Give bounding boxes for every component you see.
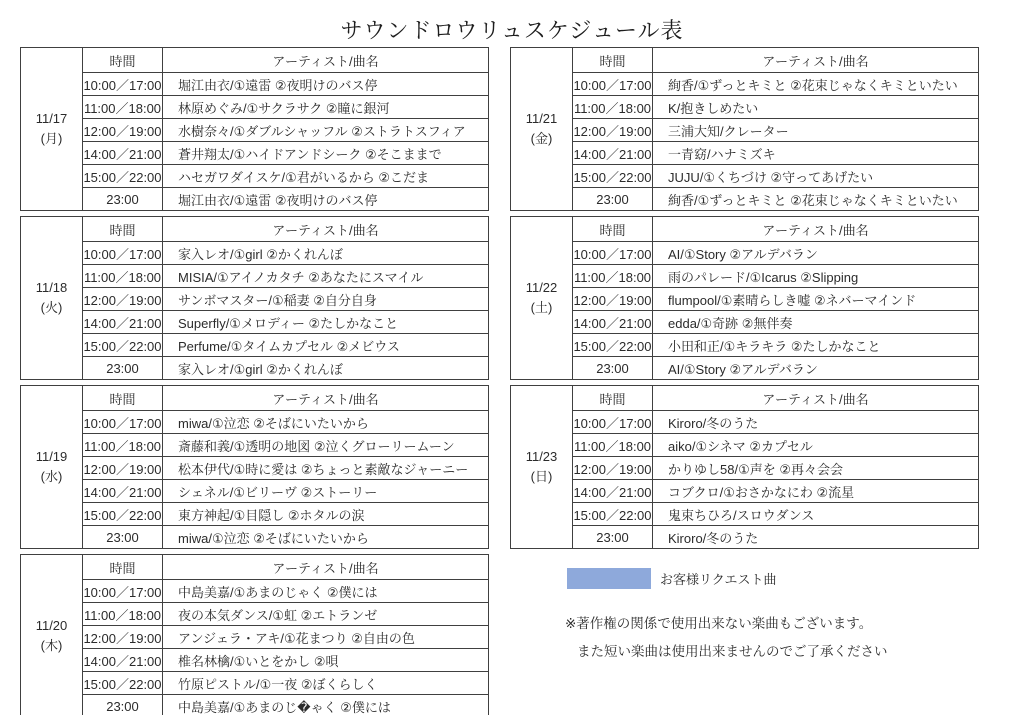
artist-cell: 水樹奈々/①ダブルシャッフル ②ストラトスフィア bbox=[163, 119, 489, 142]
time-column-header: 時間 bbox=[83, 217, 163, 242]
schedule-table bbox=[510, 216, 979, 380]
artist-cell: ハセガワダイスケ/①君がいるから ②こだま bbox=[163, 165, 489, 188]
artist-column-header: アーティスト/曲名 bbox=[163, 555, 489, 580]
artist-cell: アンジェラ・アキ/①花まつり ②自由の色 bbox=[163, 626, 489, 649]
time-cell: 23:00 bbox=[83, 188, 163, 211]
table-header-row bbox=[21, 48, 489, 73]
artist-cell: miwa/①泣恋 ②そばにいたいから bbox=[163, 526, 489, 549]
time-column-header: 時間 bbox=[83, 555, 163, 580]
date-cell bbox=[21, 217, 83, 380]
time-cell: 12:00／19:00 bbox=[573, 119, 653, 142]
time-cell: 10:00／17:00 bbox=[573, 73, 653, 96]
table-row bbox=[21, 580, 489, 603]
time-cell: 12:00／19:00 bbox=[83, 119, 163, 142]
schedule-table bbox=[20, 216, 489, 380]
table-row bbox=[511, 503, 979, 526]
table-row bbox=[511, 119, 979, 142]
table-row bbox=[511, 242, 979, 265]
time-cell: 12:00／19:00 bbox=[83, 457, 163, 480]
date-cell bbox=[21, 48, 83, 211]
legend-label: お客様リクエスト曲 bbox=[660, 572, 777, 587]
artist-cell: Kiroro/冬のうた bbox=[653, 411, 979, 434]
artist-column-header: アーティスト/曲名 bbox=[163, 386, 489, 411]
time-cell: 23:00 bbox=[573, 357, 653, 380]
table-row bbox=[21, 626, 489, 649]
artist-cell: 斎藤和義/①透明の地図 ②泣くグローリームーン bbox=[163, 434, 489, 457]
table-header-row bbox=[21, 555, 489, 580]
time-cell: 11:00／18:00 bbox=[83, 434, 163, 457]
time-cell: 14:00／21:00 bbox=[573, 142, 653, 165]
artist-cell: 絢香/①ずっとキミと ②花束じゃなくキミといたい bbox=[653, 188, 979, 211]
date-cell bbox=[21, 555, 83, 715]
artist-cell: 家入レオ/①girl ②かくれんぼ bbox=[163, 242, 489, 265]
time-cell: 14:00／21:00 bbox=[83, 480, 163, 503]
table-row bbox=[511, 526, 979, 549]
artist-cell: aiko/①シネマ ②カプセル bbox=[653, 434, 979, 457]
artist-cell: 絢香/①ずっとキミと ②花束じゃなくキミといたい bbox=[653, 73, 979, 96]
artist-cell: K/抱きしめたい bbox=[653, 96, 979, 119]
artist-cell: かりゆし58/①声を ②再々会会 bbox=[653, 457, 979, 480]
table-row bbox=[21, 73, 489, 96]
time-cell: 11:00／18:00 bbox=[573, 265, 653, 288]
time-cell: 23:00 bbox=[573, 188, 653, 211]
date-label: 11/19 bbox=[35, 449, 68, 464]
table-row bbox=[21, 480, 489, 503]
time-cell: 23:00 bbox=[83, 526, 163, 549]
table-row bbox=[511, 434, 979, 457]
artist-column-header: アーティスト/曲名 bbox=[653, 217, 979, 242]
table-header-row bbox=[21, 386, 489, 411]
artist-column-header: アーティスト/曲名 bbox=[653, 386, 979, 411]
schedule-table bbox=[20, 385, 489, 549]
artist-cell: flumpool/①素晴らしき嘘 ②ネバーマインド bbox=[653, 288, 979, 311]
time-cell: 11:00／18:00 bbox=[573, 96, 653, 119]
artist-cell: 雨のパレード/①Icarus ②Slipping bbox=[653, 265, 979, 288]
short-song-note: また短い楽曲は使用出来ませんのでご了承ください bbox=[577, 644, 888, 659]
artist-cell: 三浦大知/クレーター bbox=[653, 119, 979, 142]
table-row bbox=[21, 288, 489, 311]
artist-cell: 蒼井翔太/①ハイドアンドシーク ②そこままで bbox=[163, 142, 489, 165]
weekday-label: (土) bbox=[530, 300, 553, 315]
artist-cell: AI/①Story ②アルデバラン bbox=[653, 357, 979, 380]
schedule-column-left bbox=[20, 47, 489, 715]
table-header-row bbox=[511, 217, 979, 242]
time-cell: 10:00／17:00 bbox=[83, 411, 163, 434]
artist-cell: 林原めぐみ/①サクラサク ②瞳に銀河 bbox=[163, 96, 489, 119]
table-row bbox=[511, 311, 979, 334]
table-row bbox=[21, 165, 489, 188]
table-row bbox=[511, 165, 979, 188]
table-row bbox=[21, 265, 489, 288]
date-cell bbox=[511, 217, 573, 380]
schedule-table bbox=[510, 47, 979, 211]
time-cell: 15:00／22:00 bbox=[83, 672, 163, 695]
artist-cell: 家入レオ/①girl ②かくれんぼ bbox=[163, 357, 489, 380]
time-cell: 12:00／19:00 bbox=[83, 626, 163, 649]
table-header-row bbox=[21, 217, 489, 242]
table-row bbox=[511, 334, 979, 357]
table-row bbox=[21, 695, 489, 715]
time-cell: 10:00／17:00 bbox=[83, 73, 163, 96]
artist-cell: Kiroro/冬のうた bbox=[653, 526, 979, 549]
artist-cell: 鬼束ちひろ/スロウダンス bbox=[653, 503, 979, 526]
time-cell: 15:00／22:00 bbox=[83, 165, 163, 188]
table-row bbox=[21, 434, 489, 457]
artist-cell: シェネル/①ビリーヴ ②ストーリー bbox=[163, 480, 489, 503]
date-label: 11/17 bbox=[35, 111, 68, 126]
time-column-header: 時間 bbox=[573, 386, 653, 411]
table-row bbox=[21, 672, 489, 695]
artist-cell: AI/①Story ②アルデバラン bbox=[653, 242, 979, 265]
time-column-header: 時間 bbox=[83, 48, 163, 73]
date-cell bbox=[21, 386, 83, 549]
time-cell: 15:00／22:00 bbox=[83, 503, 163, 526]
time-cell: 23:00 bbox=[83, 357, 163, 380]
time-cell: 23:00 bbox=[83, 695, 163, 715]
schedule-table bbox=[510, 385, 979, 549]
time-column-header: 時間 bbox=[573, 217, 653, 242]
time-cell: 11:00／18:00 bbox=[83, 603, 163, 626]
table-row bbox=[21, 119, 489, 142]
artist-cell: 東方神起/①目隠し ②ホタルの涙 bbox=[163, 503, 489, 526]
artist-cell: 松本伊代/①時に愛は ②ちょっと素敵なジャーニー bbox=[163, 457, 489, 480]
time-cell: 11:00／18:00 bbox=[83, 265, 163, 288]
time-cell: 14:00／21:00 bbox=[83, 649, 163, 672]
table-row bbox=[21, 142, 489, 165]
table-row bbox=[21, 311, 489, 334]
artist-cell: Superfly/①メロディー ②たしかなこと bbox=[163, 311, 489, 334]
artist-cell: 椎名林檎/①いとをかし ②唄 bbox=[163, 649, 489, 672]
table-row bbox=[21, 411, 489, 434]
date-label: 11/18 bbox=[35, 280, 68, 295]
schedule-table bbox=[20, 554, 489, 715]
weekday-label: (火) bbox=[40, 300, 63, 315]
time-cell: 10:00／17:00 bbox=[573, 411, 653, 434]
artist-cell: edda/①奇跡 ②無伴奏 bbox=[653, 311, 979, 334]
table-row bbox=[21, 526, 489, 549]
table-row bbox=[511, 188, 979, 211]
table-row bbox=[21, 96, 489, 119]
time-cell: 14:00／21:00 bbox=[83, 311, 163, 334]
table-row bbox=[21, 242, 489, 265]
date-label: 11/20 bbox=[35, 618, 68, 633]
weekday-label: (金) bbox=[530, 131, 553, 146]
schedule-column-right bbox=[510, 47, 979, 554]
time-cell: 15:00／22:00 bbox=[573, 503, 653, 526]
artist-cell: miwa/①泣恋 ②そばにいたいから bbox=[163, 411, 489, 434]
time-cell: 14:00／21:00 bbox=[573, 311, 653, 334]
time-cell: 11:00／18:00 bbox=[83, 96, 163, 119]
artist-column-header: アーティスト/曲名 bbox=[653, 48, 979, 73]
table-row bbox=[21, 357, 489, 380]
table-row bbox=[21, 649, 489, 672]
page-title: サウンドロウリュスケジュール表 bbox=[340, 18, 684, 43]
artist-cell: 夜の本気ダンス/①虹 ②エトランゼ bbox=[163, 603, 489, 626]
table-header-row bbox=[511, 48, 979, 73]
artist-cell: 小田和正/①キラキラ ②たしかなこと bbox=[653, 334, 979, 357]
time-cell: 12:00／19:00 bbox=[573, 288, 653, 311]
table-row bbox=[511, 73, 979, 96]
table-row bbox=[21, 457, 489, 480]
copyright-note: ※著作権の関係で使用出来ない楽曲もございます。 bbox=[565, 616, 873, 631]
schedule-table bbox=[20, 47, 489, 211]
table-row bbox=[511, 288, 979, 311]
artist-cell: 堀江由衣/①遠雷 ②夜明けのバス停 bbox=[163, 188, 489, 211]
artist-cell: Perfume/①タイムカプセル ②メビウス bbox=[163, 334, 489, 357]
artist-cell: 一青窈/ハナミズキ bbox=[653, 142, 979, 165]
table-row bbox=[511, 480, 979, 503]
table-row bbox=[511, 357, 979, 380]
time-column-header: 時間 bbox=[83, 386, 163, 411]
table-row bbox=[511, 142, 979, 165]
artist-cell: 中島美嘉/①あまのじ�ゃく ②僕には bbox=[163, 695, 489, 715]
time-cell: 23:00 bbox=[573, 526, 653, 549]
table-row bbox=[511, 265, 979, 288]
time-cell: 10:00／17:00 bbox=[83, 242, 163, 265]
table-header-row bbox=[511, 386, 979, 411]
time-cell: 10:00／17:00 bbox=[573, 242, 653, 265]
weekday-label: (月) bbox=[40, 131, 63, 146]
artist-cell: 竹原ピストル/①一夜 ②ぼくらしく bbox=[163, 672, 489, 695]
weekday-label: (水) bbox=[40, 469, 63, 484]
time-cell: 15:00／22:00 bbox=[83, 334, 163, 357]
table-row bbox=[21, 503, 489, 526]
table-row bbox=[511, 411, 979, 434]
time-cell: 12:00／19:00 bbox=[573, 457, 653, 480]
artist-cell: コブクロ/①おさかなにわ ②流星 bbox=[653, 480, 979, 503]
time-cell: 14:00／21:00 bbox=[83, 142, 163, 165]
date-label: 11/22 bbox=[525, 280, 558, 295]
artist-cell: 堀江由衣/①遠雷 ②夜明けのバス停 bbox=[163, 73, 489, 96]
artist-cell: 中島美嘉/①あまのじゃく ②僕には bbox=[163, 580, 489, 603]
table-row bbox=[21, 603, 489, 626]
time-cell: 14:00／21:00 bbox=[573, 480, 653, 503]
table-row bbox=[21, 188, 489, 211]
legend bbox=[567, 568, 776, 589]
artist-column-header: アーティスト/曲名 bbox=[163, 217, 489, 242]
table-row bbox=[511, 457, 979, 480]
time-column-header: 時間 bbox=[573, 48, 653, 73]
request-song-swatch bbox=[567, 568, 651, 589]
table-row bbox=[511, 96, 979, 119]
table-row bbox=[21, 334, 489, 357]
time-cell: 11:00／18:00 bbox=[573, 434, 653, 457]
artist-cell: JUJU/①くちづけ ②守ってあげたい bbox=[653, 165, 979, 188]
time-cell: 15:00／22:00 bbox=[573, 165, 653, 188]
date-label: 11/21 bbox=[525, 111, 558, 126]
date-cell bbox=[511, 48, 573, 211]
time-cell: 15:00／22:00 bbox=[573, 334, 653, 357]
artist-cell: MISIA/①アイノカタチ ②あなたにスマイル bbox=[163, 265, 489, 288]
artist-column-header: アーティスト/曲名 bbox=[163, 48, 489, 73]
weekday-label: (日) bbox=[530, 469, 553, 484]
time-cell: 12:00／19:00 bbox=[83, 288, 163, 311]
time-cell: 10:00／17:00 bbox=[83, 580, 163, 603]
artist-cell: サンボマスター/①稲妻 ②自分自身 bbox=[163, 288, 489, 311]
date-cell bbox=[511, 386, 573, 549]
date-label: 11/23 bbox=[525, 449, 558, 464]
weekday-label: (木) bbox=[40, 638, 63, 653]
